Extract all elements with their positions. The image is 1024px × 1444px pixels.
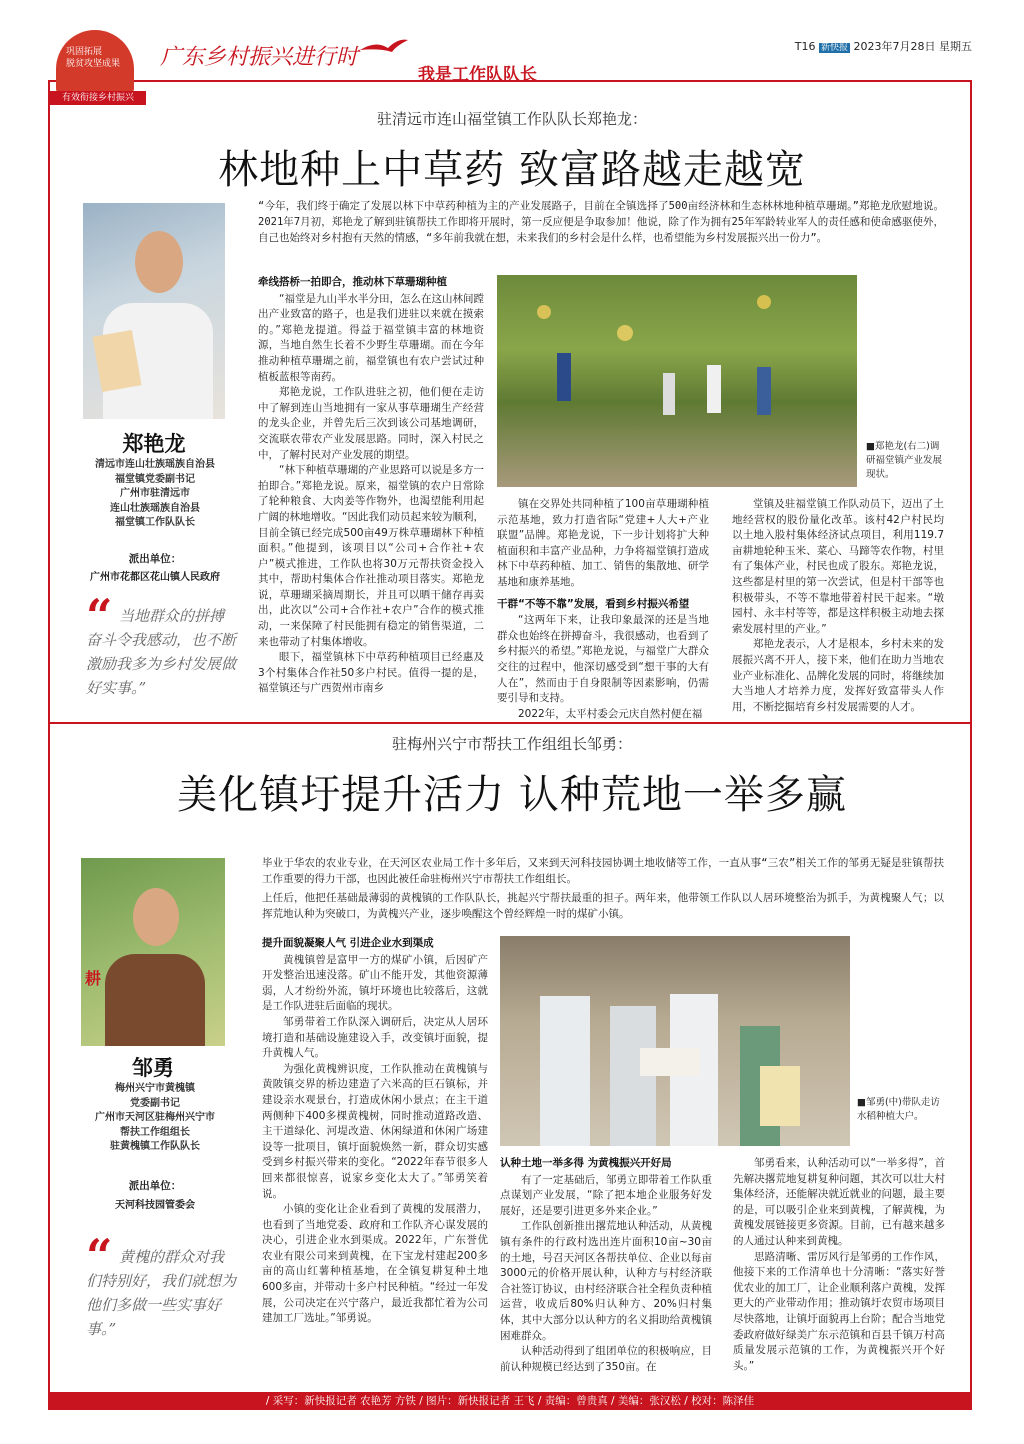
story2-col1 <box>262 936 488 1382</box>
person-name-zheng: 郑艳龙 <box>122 431 186 456</box>
paragraph: 郑艳龙说，工作队进驻之初，他们便在走访中了解到连山当地拥有一家从事草珊瑚生产经营的龙头企业，并曾先后三次到该公司基地调研，交流联农带农产业发展思路。同时，深入村民之中，了解村民对产业发展的期望。 <box>258 386 484 461</box>
unit-label-zheng: 派出单位： <box>128 553 182 565</box>
section-tag: 我是工作队队长 <box>418 65 537 85</box>
quote-mark-icon: “ <box>86 1229 113 1283</box>
story2-photo-caption: ■邹勇(中)带队走访水稻种植大户。 <box>857 1097 940 1122</box>
logo-bar: 有效衔接乡村振兴 <box>50 91 146 105</box>
story2-col2-heading: 认种土地一举多得 为黄槐振兴开好局 <box>500 1157 672 1169</box>
quote-zou: 黄槐的群众对我们特别好，我们就想为他们多做一些实事好事。” <box>86 1248 237 1338</box>
story2-intro-2: 上任后，他把任基础最薄弱的黄槐镇的工作队队长，挑起兴宁帮扶最重的担子。两年来，他带领工作队以人居环境整治为抓手，为黄槐聚人气；以挥荒地认种为突破口，为黄槐兴产业，逐步唤醒这个曾经辉煌一时的煤矿小镇。 <box>262 892 944 921</box>
story2-photo <box>500 936 850 1146</box>
quote-mark-icon: “ <box>86 589 113 643</box>
unit-zheng: 广州市花都区花山镇人民政府 <box>90 572 220 583</box>
paragraph: 认种活动得到了组团单位的积极响应，目前认种规模已经达到了350亩。在 <box>500 1345 712 1373</box>
title-line: 驻黄槐镇工作队队长 <box>110 1141 200 1152</box>
paragraph: 工作队创新推出撂荒地认种活动，从黄槐镇有条件的行政村选出连片面积10亩~30亩的土地，号召天河区各帮扶单位、企业以每亩3000元的价格开展认种，认种方与村经济联合社签订协议，由村经济联合社全程负责种植运营，收成后80%归认种方、20%归村集体，其中大部分以认种方的名义捐助给黄槐镇困难群众。 <box>500 1220 712 1342</box>
story1-photo-caption: ■郑艳龙(右二)调研福堂镇产业发展现状。 <box>866 441 943 480</box>
story1-col2 <box>497 497 709 720</box>
title-line: 福堂镇党委副书记 <box>115 473 195 485</box>
title-line: 广州市天河区驻梅州兴宁市 <box>95 1112 215 1123</box>
unit-label-zou: 派出单位： <box>128 1180 182 1192</box>
paragraph: 思路清晰、雷厉风行是邹勇的工作作风，他接下来的工作清单也十分清晰：“落实好誉优农业的加工厂，让企业顺利落户黄槐，发挥更大的产业带动作用；推动镇圩农贸市场项目尽快落地，让镇圩面貌再上台阶；配合当地党委政府做好绿美广东示范镇和百县千镇万村高质量发展示范镇的工作，为黄槐振兴开个好头。” <box>733 1250 945 1372</box>
story1-headline: 林地种上中草药 致富路越走越宽 <box>218 147 806 193</box>
paragraph: “这两年下来，让我印象最深的还是当地群众也始终在拼搏奋斗，我很感动，也看到了乡村振兴的希望。”郑艳龙说，与福堂广大群众交往的过程中，他深切感受到“想干事的大有人在”，然而由于自身限制等因素影响，仍需要引导和支持。 <box>497 614 709 705</box>
story2-col1-heading: 提升面貌凝聚人气 引进企业水到渠成 <box>262 937 434 949</box>
portrait-zou <box>81 858 225 1046</box>
campaign-logo <box>56 30 134 96</box>
title-line: 广州市驻清远市 <box>120 488 190 499</box>
sign-text: 耕 <box>85 969 102 988</box>
title-line: 连山壮族瑶族自治县 <box>110 502 200 514</box>
story2-col3 <box>733 1156 945 1382</box>
story1-col1 <box>258 275 484 695</box>
story1-intro: “今年，我们终于确定了发展以林下中草药种植为主的产业发展路子，目前在全镇选择了500亩经济林和生态林林地种植草珊瑚。”郑艳龙欣慰地说。2021年7月初，郑艳龙了解到驻镇帮扶工作即将开展时，第一反应便是争取参加！他说，除了作为拥有25年军龄转业军人的责任感和使命感驱使外，自己也始终对乡村抱有天然的情感，“多年前我就在想，未来我们的乡村会是什么样，也希望能为乡村发展振兴出一份力”。 <box>258 200 944 245</box>
paragraph: 邹勇带着工作队深入调研后，决定从人居环境打造和基础设施建设入手，改变镇圩面貌，提升黄槐人气。 <box>262 1015 488 1060</box>
story2-subtitle: 驻梅州兴宁市帮扶工作组组长邹勇： <box>391 735 632 753</box>
swallow-icon <box>358 36 410 58</box>
person-titles-zheng <box>70 458 240 531</box>
credits-bar: / 采写：新快报记者 农艳芳 方铁 / 图片：新快报记者 王飞 / 责编：曾贵真 / 美编：张汉松 / 校对：陈泽佳 <box>50 1392 970 1410</box>
paragraph: 镇在交界处共同种植了100亩草珊瑚种植示范基地，致力打造省际“党建+人大+产业联盟”品牌。郑艳龙说，下一步计划将扩大种植面积和丰富产业品种，力争将福堂镇打造成林下中草药种植、加工、销售的集散地、研学基地和康养基地。 <box>497 498 709 588</box>
paragraph: 郑艳龙表示，人才是根本，乡村未来的发展振兴离不开人，接下来，他们在助力当地农业产业标准化、品牌化发展的同时，将继续加大当地人才培养力度，发挥好致富带头人作用，不断挖掘培育乡村发展需要的人才。 <box>732 638 944 713</box>
logo-line-2: 脱贫攻坚成果 <box>66 59 121 69</box>
title-line: 党委副书记 <box>130 1097 180 1109</box>
person-titles-zou <box>70 1082 240 1155</box>
paragraph: “福堂是九山半水半分田，怎么在这山林间蹚出产业致富的路子，也是我们进驻以来就在摸索的。”郑艳龙提道。得益于福堂镇丰富的林地资源，当地自然生长着不少野生草珊瑚。而在今年推动种植草珊瑚之前，福堂镇也有农户尝试过种植板蓝根等南药。 <box>258 292 484 383</box>
logo-line-1: 巩固拓展 <box>66 47 103 57</box>
story1-col2-heading: 干群“不等不靠”发展，看到乡村振兴希望 <box>497 597 690 610</box>
paragraph: 小镇的变化让企业看到了黄槐的发展潜力，也看到了当地党委、政府和工作队齐心谋发展的决心，引进企业水到渠成。2022年，广东誉优农业有限公司来到黄槐，在下宝龙村建起200多亩的高山红薯种植基地，在全镇复耕复种土地600多亩，并带动十多户村民种植。“经过一年发展，公司决定在兴宁落户，最近我都忙着为公司建加工厂选址。”邹勇说。 <box>262 1203 488 1325</box>
paragraph: 堂镇及驻福堂镇工作队动员下，迈出了土地经营权的股份量化改革。该村42户村民均以土地入股村集体经济试点项目，利用119.7亩耕地轮种玉米、菜心、马蹄等农作物，村里有了集体产业，村民也成了股东。郑艳龙说，这些都是村里的第一次尝试，但是村干部等也积极带头，不等不靠地带着村民干起来。“墩园村、永丰村等等，都是这样积极主动地去探索发展村里的产业。” <box>732 498 944 635</box>
paragraph: 为强化黄槐辨识度，工作队推动在黄槐镇与黄陂镇交界的桥边建造了六米高的巨石镇标，并建设亲水观景台，打造成休闲小景点；在主干道两侧种下400多棵黄槐树，同时推动道路改造、主干道绿化、河堤改造、休闲绿道和休闲广场建设等一批项目，镇圩面貌焕然一新，群众切实感受到乡村振兴带来的变化。“2022年春节很多人回来都很惊喜，说家乡变化太大了。”邹勇笑着说。 <box>262 1062 488 1200</box>
title-line: 福堂镇工作队队长 <box>115 517 195 528</box>
quote-zheng: 当地群众的拼搏奋斗令我感动，也不断激励我多为乡村发展做好实事。” <box>86 607 237 697</box>
portrait-zheng <box>83 203 225 419</box>
story1-photo <box>497 275 857 487</box>
page-info <box>795 38 972 54</box>
paragraph: 2022年，太平村委会元庆自然村便在福 <box>518 707 703 720</box>
story1-col3 <box>732 497 944 713</box>
issue-date: 2023年7月28日 <box>853 40 936 53</box>
story1-subtitle: 驻清远市连山福堂镇工作队队长郑艳龙： <box>376 110 647 128</box>
issue-weekday: 星期五 <box>939 40 972 53</box>
title-line: 帮扶工作组组长 <box>120 1126 190 1138</box>
unit-zou: 天河科技园管委会 <box>115 1200 195 1211</box>
paragraph: 有了一定基础后，邹勇立即带着工作队重点谋划产业发展，“除了把本地企业服务好发展好，还是要引进更多外来企业。” <box>500 1173 712 1217</box>
paragraph: 黄槐镇曾是富甲一方的煤矿小镇，后因矿产开发整治迅速没落。矿山不能开发，其他资源薄弱，人才纷纷外流，镇圩环境也比较落后，这就是工作队进驻后面临的现状。 <box>262 953 488 1013</box>
story1-col1-heading: 牵线搭桥一拍即合，推动林下草珊瑚种植 <box>258 276 447 288</box>
paragraph: 邹勇看来，认种活动可以“一举多得”，首先解决撂荒地复耕复种问题，其次可以壮大村集体经济，还能解决就近就业的问题，最主要的是，可以吸引企业来到黄槐，了解黄槐，为黄槐发展链接更多资源。目前，已有越来越多的人通过认种来到黄槐。 <box>733 1157 945 1247</box>
story-divider <box>50 722 970 724</box>
paragraph: “林下种植草珊瑚的产业思路可以说是多方一拍即合。”郑艳龙说。原来，福堂镇的农户日常除了轮种粮食、大肉姜等作物外，也渴望能利用起广阔的林地增收。“因此我们动员起来较为顺利，目前全镇已经完成500亩49万株草珊瑚林下种植面积。”他提到，该项目以“公司+合作社+农户”模式推进，工作队也将30万元帮扶资金投入其中，帮助村集体合作社推动项目落实。郑艳龙说，草珊瑚采摘周期长，并且可以晒干储存再卖出，此次以“公司+合作社+农户”合作的模式推动，一来保障了村民能拥有稳定的销售渠道，二来也带动了村集体增收。 <box>258 464 484 648</box>
page-number: T16 <box>794 40 816 53</box>
story2-headline: 美化镇圩提升活力 认种荒地一举多赢 <box>177 772 847 818</box>
story2-col2 <box>500 1156 712 1382</box>
title-line: 清远市连山壮族瑶族自治县 <box>95 459 215 470</box>
person-name-zou: 邹勇 <box>132 1055 174 1080</box>
title-line: 梅州兴宁市黄槐镇 <box>115 1083 195 1094</box>
story2-intro-1: 毕业于华农的农业专业，在天河区农业局工作十多年后，又来到天河科技园协调土地收储等工作，一直从事“三农”相关工作的邹勇无疑是驻镇帮扶工作重要的得力干部，也因此被任命驻梅州兴宁市帮扶工作组组长。 <box>262 857 944 886</box>
column-brand: 广东乡村振兴进行时 <box>160 45 359 70</box>
paragraph: 眼下，福堂镇林下中草药种植项目已经惠及3个村集体合作社50多户村民。值得一提的是，福堂镇还与广西贺州市南乡 <box>258 651 484 695</box>
paper-name: 新快报 <box>820 43 848 53</box>
